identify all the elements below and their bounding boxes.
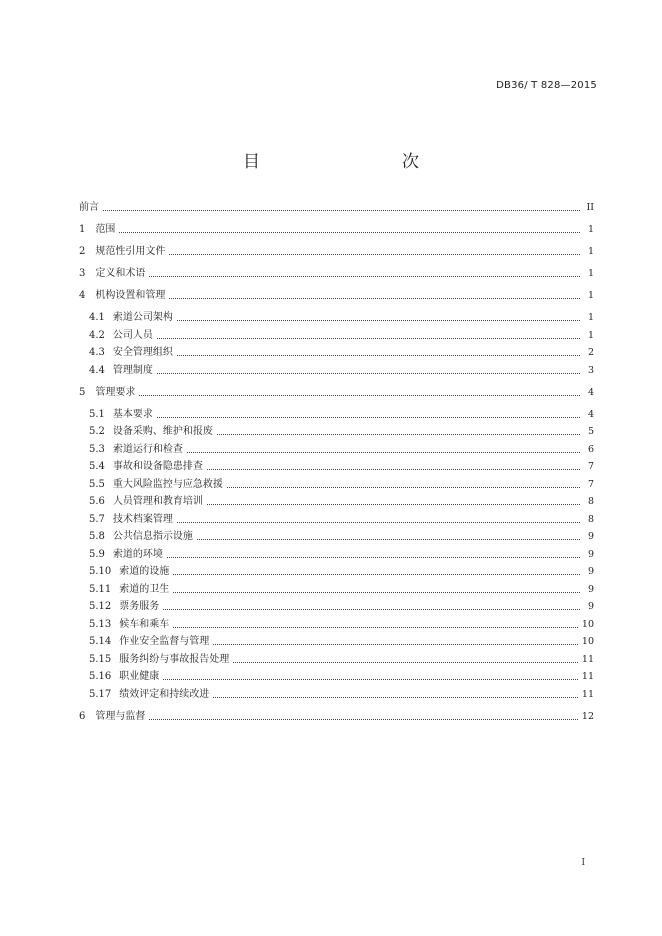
- toc-dot-leader: [157, 407, 580, 418]
- toc-entry[interactable]: [79, 546, 594, 564]
- toc-dot-leader: [103, 200, 580, 211]
- toc-dot-leader: [213, 634, 578, 645]
- toc-entry-label: 技术档案管理: [112, 513, 173, 525]
- toc-entry-page: 8: [587, 513, 594, 525]
- toc-entry[interactable]: [79, 243, 594, 261]
- toc-entry[interactable]: [79, 668, 594, 686]
- toc-entry[interactable]: [79, 598, 594, 616]
- toc-entry[interactable]: [79, 327, 594, 345]
- toc-entry-label: 候车和乘车: [119, 618, 170, 630]
- toc-entry[interactable]: [79, 423, 594, 441]
- toc-entry-number: 5.16: [89, 671, 112, 682]
- toc-entry-page: 1: [587, 329, 594, 341]
- toc-entry[interactable]: [79, 406, 594, 424]
- toc-entry-number: 5.9: [89, 548, 105, 560]
- toc-entry-number: 4.3: [89, 347, 105, 358]
- toc-entry[interactable]: [79, 384, 594, 402]
- toc-entry-label: 索道运行和检查: [112, 443, 183, 455]
- toc-entry-label: 规范性引用文件: [95, 246, 166, 257]
- toc-entry[interactable]: [79, 441, 594, 459]
- toc-entry-number: 4: [79, 290, 86, 301]
- toc-entry-label: 索道的设施: [119, 566, 170, 577]
- toc-entry-label: 管理制度: [112, 364, 153, 376]
- toc-entry-page: 6: [587, 443, 594, 455]
- toc-entry[interactable]: [79, 563, 594, 581]
- toc-entry-label: 设备采购、维护和报废: [112, 426, 213, 437]
- toc-entry[interactable]: [79, 633, 594, 651]
- toc-entry-label: 管理要求: [95, 386, 136, 398]
- toc-dot-leader: [217, 424, 580, 435]
- toc-entry-page: 7: [587, 461, 594, 472]
- toc-entry-label: 服务纠纷与事故报告处理: [119, 653, 230, 665]
- toc-entry[interactable]: [79, 265, 594, 283]
- toc-dot-leader: [173, 582, 580, 593]
- toc-dot-leader: [119, 222, 580, 233]
- toc-entry-label: 索道的卫生: [119, 583, 170, 595]
- toc-entry-number: 5.7: [89, 513, 105, 525]
- toc-entry-number: 5.2: [89, 426, 105, 437]
- toc-entry-number: 5.15: [89, 653, 112, 665]
- toc-entry-label: 绩效评定和持续改进: [119, 688, 210, 700]
- toc-entry-number: 5.5: [89, 478, 105, 490]
- toc-dot-leader: [169, 244, 580, 255]
- toc-entry-label: 管理与监督: [95, 710, 146, 722]
- toc-entry[interactable]: [79, 344, 594, 362]
- toc-dot-leader: [139, 385, 580, 396]
- toc-entry[interactable]: [79, 511, 594, 529]
- toc-dot-leader: [169, 288, 580, 299]
- toc-entry-page: 8: [587, 496, 594, 507]
- toc-entry-number: 4.1: [89, 312, 105, 323]
- toc-entry-number: 5.10: [89, 566, 112, 577]
- toc-entry[interactable]: [79, 651, 594, 669]
- toc-dot-leader: [177, 310, 580, 321]
- toc-entry-page: 10: [581, 618, 594, 630]
- toc-entry-page: 7: [587, 478, 594, 490]
- toc-entry-page: 9: [587, 601, 594, 612]
- toc-entry[interactable]: [79, 199, 594, 217]
- toc-entry[interactable]: [79, 708, 594, 726]
- toc-entry-number: 1: [79, 224, 86, 235]
- toc-entry[interactable]: [79, 362, 594, 380]
- toc-entry[interactable]: [79, 309, 594, 327]
- toc-entry[interactable]: [79, 616, 594, 634]
- page-title: 目 次: [243, 152, 455, 172]
- toc-entry-label: 作业安全监督与管理: [119, 636, 210, 647]
- toc-entry[interactable]: [79, 528, 594, 546]
- toc-dot-leader: [173, 564, 580, 575]
- toc-entry[interactable]: [79, 476, 594, 494]
- toc-dot-leader: [187, 442, 580, 453]
- toc-dot-leader: [177, 512, 580, 523]
- toc-entry-number: 5.13: [89, 618, 112, 630]
- toc-entry-number: 4.4: [89, 364, 105, 376]
- toc-entry-number: 5.6: [89, 496, 105, 507]
- toc-entry-page: 5: [587, 426, 594, 437]
- toc-dot-leader: [149, 266, 580, 277]
- toc-dot-leader: [177, 345, 580, 356]
- toc-entry-page: 9: [587, 583, 594, 595]
- toc-entry-label: 范围: [95, 224, 116, 235]
- toc-entry-page: 1: [587, 224, 594, 235]
- toc-entry-label: 定义和术语: [95, 268, 146, 279]
- toc-entry-label: 职业健康: [119, 671, 160, 682]
- toc-entry-page: 1: [587, 290, 594, 301]
- toc-entry-page: 12: [581, 710, 594, 722]
- toc-dot-leader: [233, 652, 578, 663]
- toc-entry-number: 5: [79, 386, 86, 398]
- toc-entry-label: 前言: [79, 202, 99, 213]
- toc-entry-label: 安全管理组织: [112, 347, 173, 358]
- toc-entry-number: 6: [79, 710, 86, 722]
- toc-entry-label: 基本要求: [112, 408, 153, 420]
- toc-entry-page: II: [586, 202, 594, 213]
- toc-entry-label: 索道公司架构: [112, 312, 173, 323]
- toc-entry-number: 5.14: [89, 636, 112, 647]
- toc-dot-leader: [157, 363, 580, 374]
- toc-entry[interactable]: [79, 287, 594, 305]
- toc-entry-page: 11: [581, 653, 594, 665]
- toc-entry-page: 9: [587, 566, 594, 577]
- toc-dot-leader: [149, 709, 578, 720]
- toc-entry-page: 3: [587, 364, 594, 376]
- toc-dot-leader: [207, 459, 580, 470]
- toc-entry[interactable]: [79, 686, 594, 704]
- toc-entry[interactable]: [79, 221, 594, 239]
- toc-entry-page: 2: [587, 347, 594, 358]
- toc-dot-leader: [213, 687, 578, 698]
- toc-entry-page: 9: [587, 548, 594, 560]
- toc-entry-page: 10: [581, 636, 594, 647]
- toc-dot-leader: [207, 494, 580, 505]
- toc-entry-label: 机构设置和管理: [95, 290, 166, 301]
- toc-dot-leader: [197, 529, 580, 540]
- toc-entry-page: 4: [587, 408, 594, 420]
- toc-entry-number: 5.17: [89, 688, 112, 700]
- toc-dot-leader: [227, 477, 580, 488]
- toc-entry-label: 公共信息指示设施: [112, 531, 193, 542]
- toc-dot-leader: [173, 617, 578, 628]
- toc-entry-page: 11: [581, 688, 594, 700]
- toc-dot-leader: [163, 599, 580, 610]
- toc-entry-number: 3: [79, 268, 86, 279]
- toc-entry-page: 4: [587, 386, 594, 398]
- toc-dot-leader: [163, 669, 578, 680]
- toc-entry[interactable]: [79, 458, 594, 476]
- toc-entry-label: 人员管理和教育培训: [112, 496, 203, 507]
- toc-entry-label: 公司人员: [112, 329, 153, 341]
- document-code: DB36/ T 828—2015: [496, 80, 597, 91]
- toc-entry-number: 5.1: [89, 408, 105, 420]
- toc-entry-page: 1: [587, 268, 594, 279]
- toc-entry-number: 5.3: [89, 443, 105, 455]
- toc-entry-number: 5.12: [89, 601, 112, 612]
- toc-entry-page: 1: [587, 312, 594, 323]
- toc-entry-label: 事故和设备隐患排查: [112, 461, 203, 472]
- toc-entry-number: 5.4: [89, 461, 105, 472]
- toc-entry-label: 重大风险监控与应急救援: [112, 478, 223, 490]
- table-of-contents: [79, 199, 594, 725]
- toc-dot-leader: [167, 547, 580, 558]
- toc-entry-label: 索道的环境: [112, 548, 163, 560]
- toc-dot-leader: [157, 328, 580, 339]
- toc-entry-page: 1: [587, 246, 594, 257]
- toc-entry-page: 9: [587, 531, 594, 542]
- toc-entry-label: 票务服务: [119, 601, 160, 612]
- toc-entry-page: 11: [581, 671, 594, 682]
- toc-entry-number: 2: [79, 246, 86, 257]
- toc-entry[interactable]: [79, 493, 594, 511]
- toc-entry-number: 5.11: [89, 583, 112, 595]
- toc-entry-number: 4.2: [89, 329, 105, 341]
- toc-entry[interactable]: [79, 581, 594, 599]
- toc-entry-number: 5.8: [89, 531, 105, 542]
- page-number: I: [581, 858, 585, 868]
